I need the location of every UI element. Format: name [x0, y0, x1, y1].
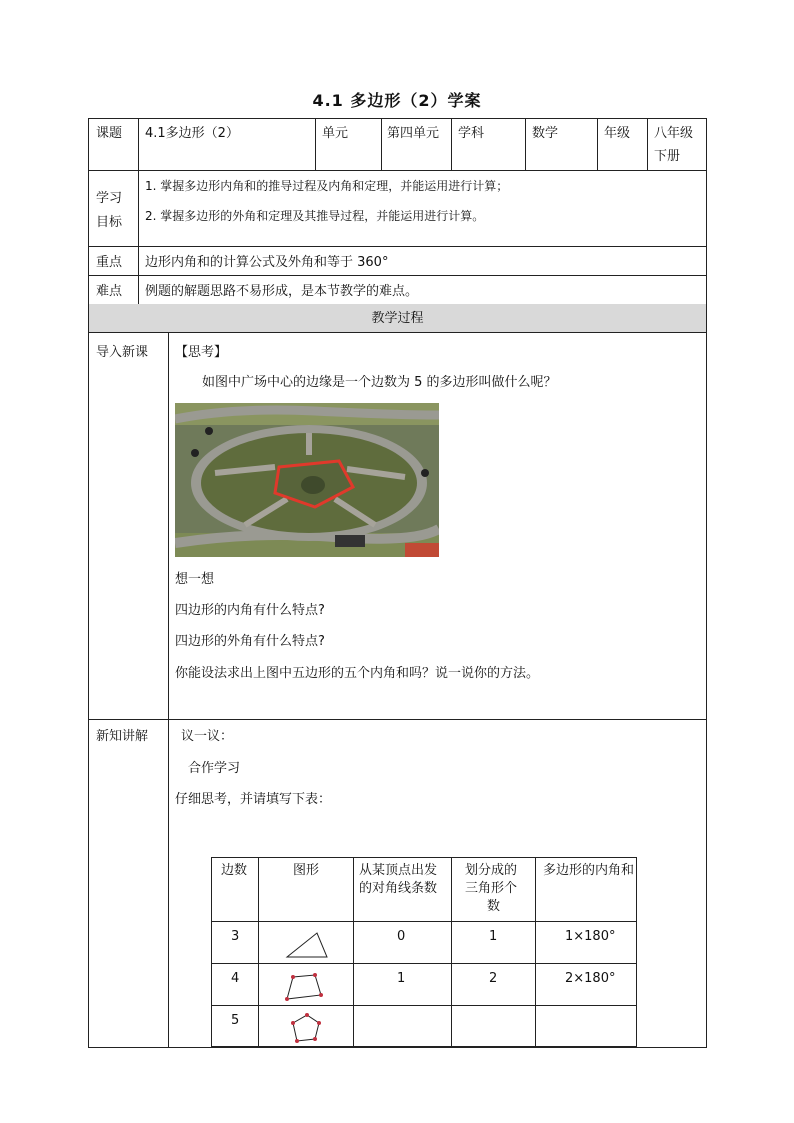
header-sum: 多边形的内角和: [543, 863, 635, 878]
objectives-label: 学习: [96, 191, 123, 206]
header-triangles: 数: [487, 899, 501, 914]
intro-question: 如图中广场中心的边缘是一个边数为 5 的多边形叫做什么呢？: [202, 375, 557, 390]
plaza-photo: [175, 403, 439, 557]
intro-question-3: 你能设法求出上图中五边形的五个内角和吗？说一说你的方法。: [175, 666, 540, 681]
polygon-table: [211, 857, 637, 1047]
objective-item: 2. 掌握多边形的外角和定理及其推导过程，并能运用进行计算。: [145, 209, 485, 223]
course-label: 课题: [96, 126, 123, 141]
cell-diagonals: 1: [397, 971, 406, 986]
intro-label: 导入新课: [96, 345, 149, 360]
header-triangles: 三角形个: [465, 881, 518, 896]
think-title: 【思考】: [175, 345, 228, 360]
pentagon-figure: [281, 1009, 331, 1045]
col-divider: [597, 119, 598, 170]
col-divider: [451, 119, 452, 170]
col-divider: [381, 119, 382, 170]
cell-triangles: 1: [489, 929, 498, 944]
intro-question-2: 四边形的外角有什么特点?: [175, 634, 325, 649]
row-divider: [89, 275, 706, 276]
new-knowledge-label: 新知讲解: [96, 729, 149, 744]
cell-sum: 2×180°: [565, 971, 616, 986]
cooperate-heading: 合作学习: [188, 761, 241, 776]
cell-triangles: 2: [489, 971, 498, 986]
col-divider: [525, 119, 526, 170]
row-divider: [89, 170, 706, 171]
row-divider: [89, 246, 706, 247]
subject-value: 数学: [532, 126, 559, 141]
col-divider: [168, 332, 169, 1048]
row-divider: [89, 332, 706, 333]
cell-sides: 4: [231, 971, 240, 986]
header-diagonals: 从某顶点出发: [359, 863, 438, 878]
header-figure: 图形: [293, 863, 320, 878]
quadrilateral-figure: [281, 969, 331, 1003]
page-title: 4.1 多边形（2）学案: [312, 91, 482, 110]
cell-sides: 5: [231, 1013, 240, 1028]
row-divider: [89, 719, 706, 720]
difficulty-text: 例题的解题思路不易形成，是本节教学的难点。: [145, 284, 419, 299]
key-point-label: 重点: [96, 255, 123, 270]
process-header: 教学过程: [371, 311, 424, 326]
header-diagonals: 的对角线条数: [359, 881, 438, 896]
discuss-heading: 议一议：: [181, 729, 234, 744]
key-point-text: 边形内角和的计算公式及外角和等于 360°: [145, 255, 389, 270]
col-divider: [138, 119, 139, 304]
triangle-figure: [281, 927, 331, 961]
unit-label: 单元: [322, 126, 349, 141]
grade-value: 八年级: [654, 126, 694, 141]
instruction-text: 仔细思考，并请填写下表：: [175, 792, 332, 807]
cell-sum: 1×180°: [565, 929, 616, 944]
objectives-label: 目标: [96, 215, 123, 230]
col-divider: [647, 119, 648, 170]
cell-diagonals: 0: [397, 929, 406, 944]
col-divider: [315, 119, 316, 170]
header-triangles: 划分成的: [465, 863, 518, 878]
unit-value: 第四单元: [387, 126, 440, 141]
lesson-plan-table: [88, 118, 707, 1048]
subject-label: 学科: [458, 126, 485, 141]
grade-label: 年级: [604, 126, 631, 141]
objective-item: 1. 掌握多边形内角和的推导过程及内角和定理，并能运用进行计算；: [145, 179, 509, 193]
intro-question-1: 四边形的内角有什么特点?: [175, 603, 325, 618]
think-again: 想一想: [175, 572, 215, 587]
header-sides: 边数: [221, 863, 248, 878]
cell-sides: 3: [231, 929, 240, 944]
grade-value-volume: 下册: [654, 149, 681, 164]
course-value: 4.1多边形（2）: [145, 126, 239, 141]
difficulty-label: 难点: [96, 284, 123, 299]
